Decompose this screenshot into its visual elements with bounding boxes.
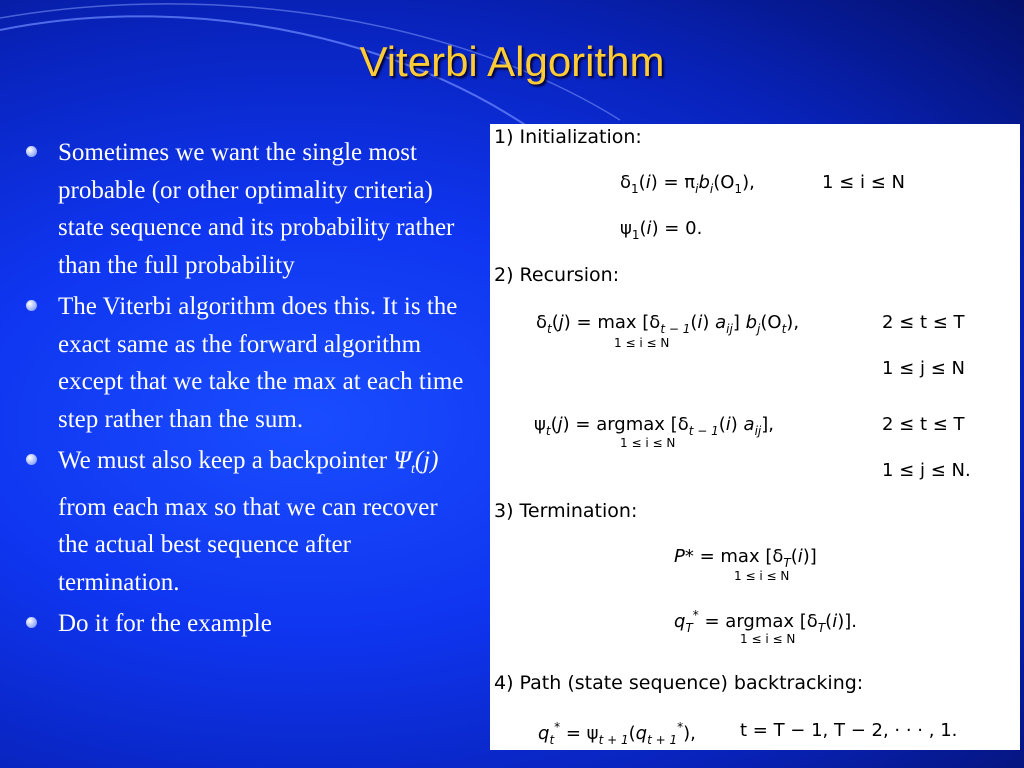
termination-p-equation: $P* = \max [\delta_T(i)]$ (674, 546, 817, 570)
psi-symbol: Ψ (393, 447, 411, 474)
backtrack-equation: $q_t^* = \psi_{t + 1}(q_{t + 1}^*)$, (538, 720, 696, 747)
init-condition: 1 ≤ i ≤ N (822, 172, 905, 193)
bullet-dot-icon (26, 300, 37, 311)
step-recursion: 2) Recursion: (494, 264, 620, 286)
bullet-text-before: We must also keep a backpointer (58, 447, 394, 474)
bullet-item (22, 134, 472, 284)
recursion-condition-j: 1 ≤ j ≤ N (882, 358, 965, 379)
recursion-argmax-range: 1 ≤ i ≤ N (620, 436, 676, 450)
bullet-text-after: from each max so that we can recover the actual best sequence after termination. (58, 493, 438, 596)
bullet-text: Do it for the example (58, 610, 272, 637)
init-delta-equation: $\delta_1(i) = \pi_ib_i(O_1)$, (620, 172, 755, 196)
termination-max-range: 1 ≤ i ≤ N (734, 569, 790, 583)
termination-q-equation: $q_T^* = argmax$ $[\delta_T(i)]$. (674, 608, 857, 635)
psi-argument: (j) (414, 447, 439, 474)
step-termination: 3) Termination: (494, 500, 638, 522)
bullet-dot-icon (26, 146, 37, 157)
bullet-item (22, 288, 472, 438)
bullet-item (22, 442, 472, 601)
step-initialization: 1) Initialization: (494, 126, 642, 148)
recursion-psi-condition-j: 1 ≤ j ≤ N. (882, 460, 971, 481)
psi-subscript: t (410, 462, 415, 477)
slide-title: Viterbi Algorithm (359, 38, 665, 85)
recursion-condition-t: 2 ≤ t ≤ T (882, 312, 965, 333)
bullet-dot-icon (26, 617, 37, 628)
bullet-list (22, 134, 472, 647)
bullet-item (22, 605, 472, 643)
recursion-psi-condition-t: 2 ≤ t ≤ T (882, 414, 965, 435)
bullet-text: Sometimes we want the single most probable (or other optimality criteria) state sequence and its probability rather than the full probability (58, 139, 455, 279)
backtrack-condition: t = T − 1, T − 2, · · · , 1. (740, 720, 958, 741)
bullet-text: The Viterbi algorithm does this. It is the exact same as the forward algorithm except that we take the max at each time step rather than the sum. (58, 293, 464, 433)
recursion-max-range: 1 ≤ i ≤ N (614, 336, 670, 350)
init-psi-equation: $\psi_1(i) = 0$. (620, 218, 703, 242)
termination-argmax-range: 1 ≤ i ≤ N (740, 632, 796, 646)
recursion-psi-equation: $\psi_t(j) = argmax$ [$\delta_{t - 1}(i)$ $a_{ij}$], (534, 414, 774, 438)
bullet-dot-icon (26, 454, 37, 465)
step-backtracking: 4) Path (state sequence) backtracking: (494, 672, 864, 694)
algorithm-panel (490, 124, 1020, 750)
recursion-delta-equation: $\delta_t(j) = \max [\delta_{t - 1}(i)$ $a_{ij}$] $b_j(O_t)$, (536, 312, 800, 336)
